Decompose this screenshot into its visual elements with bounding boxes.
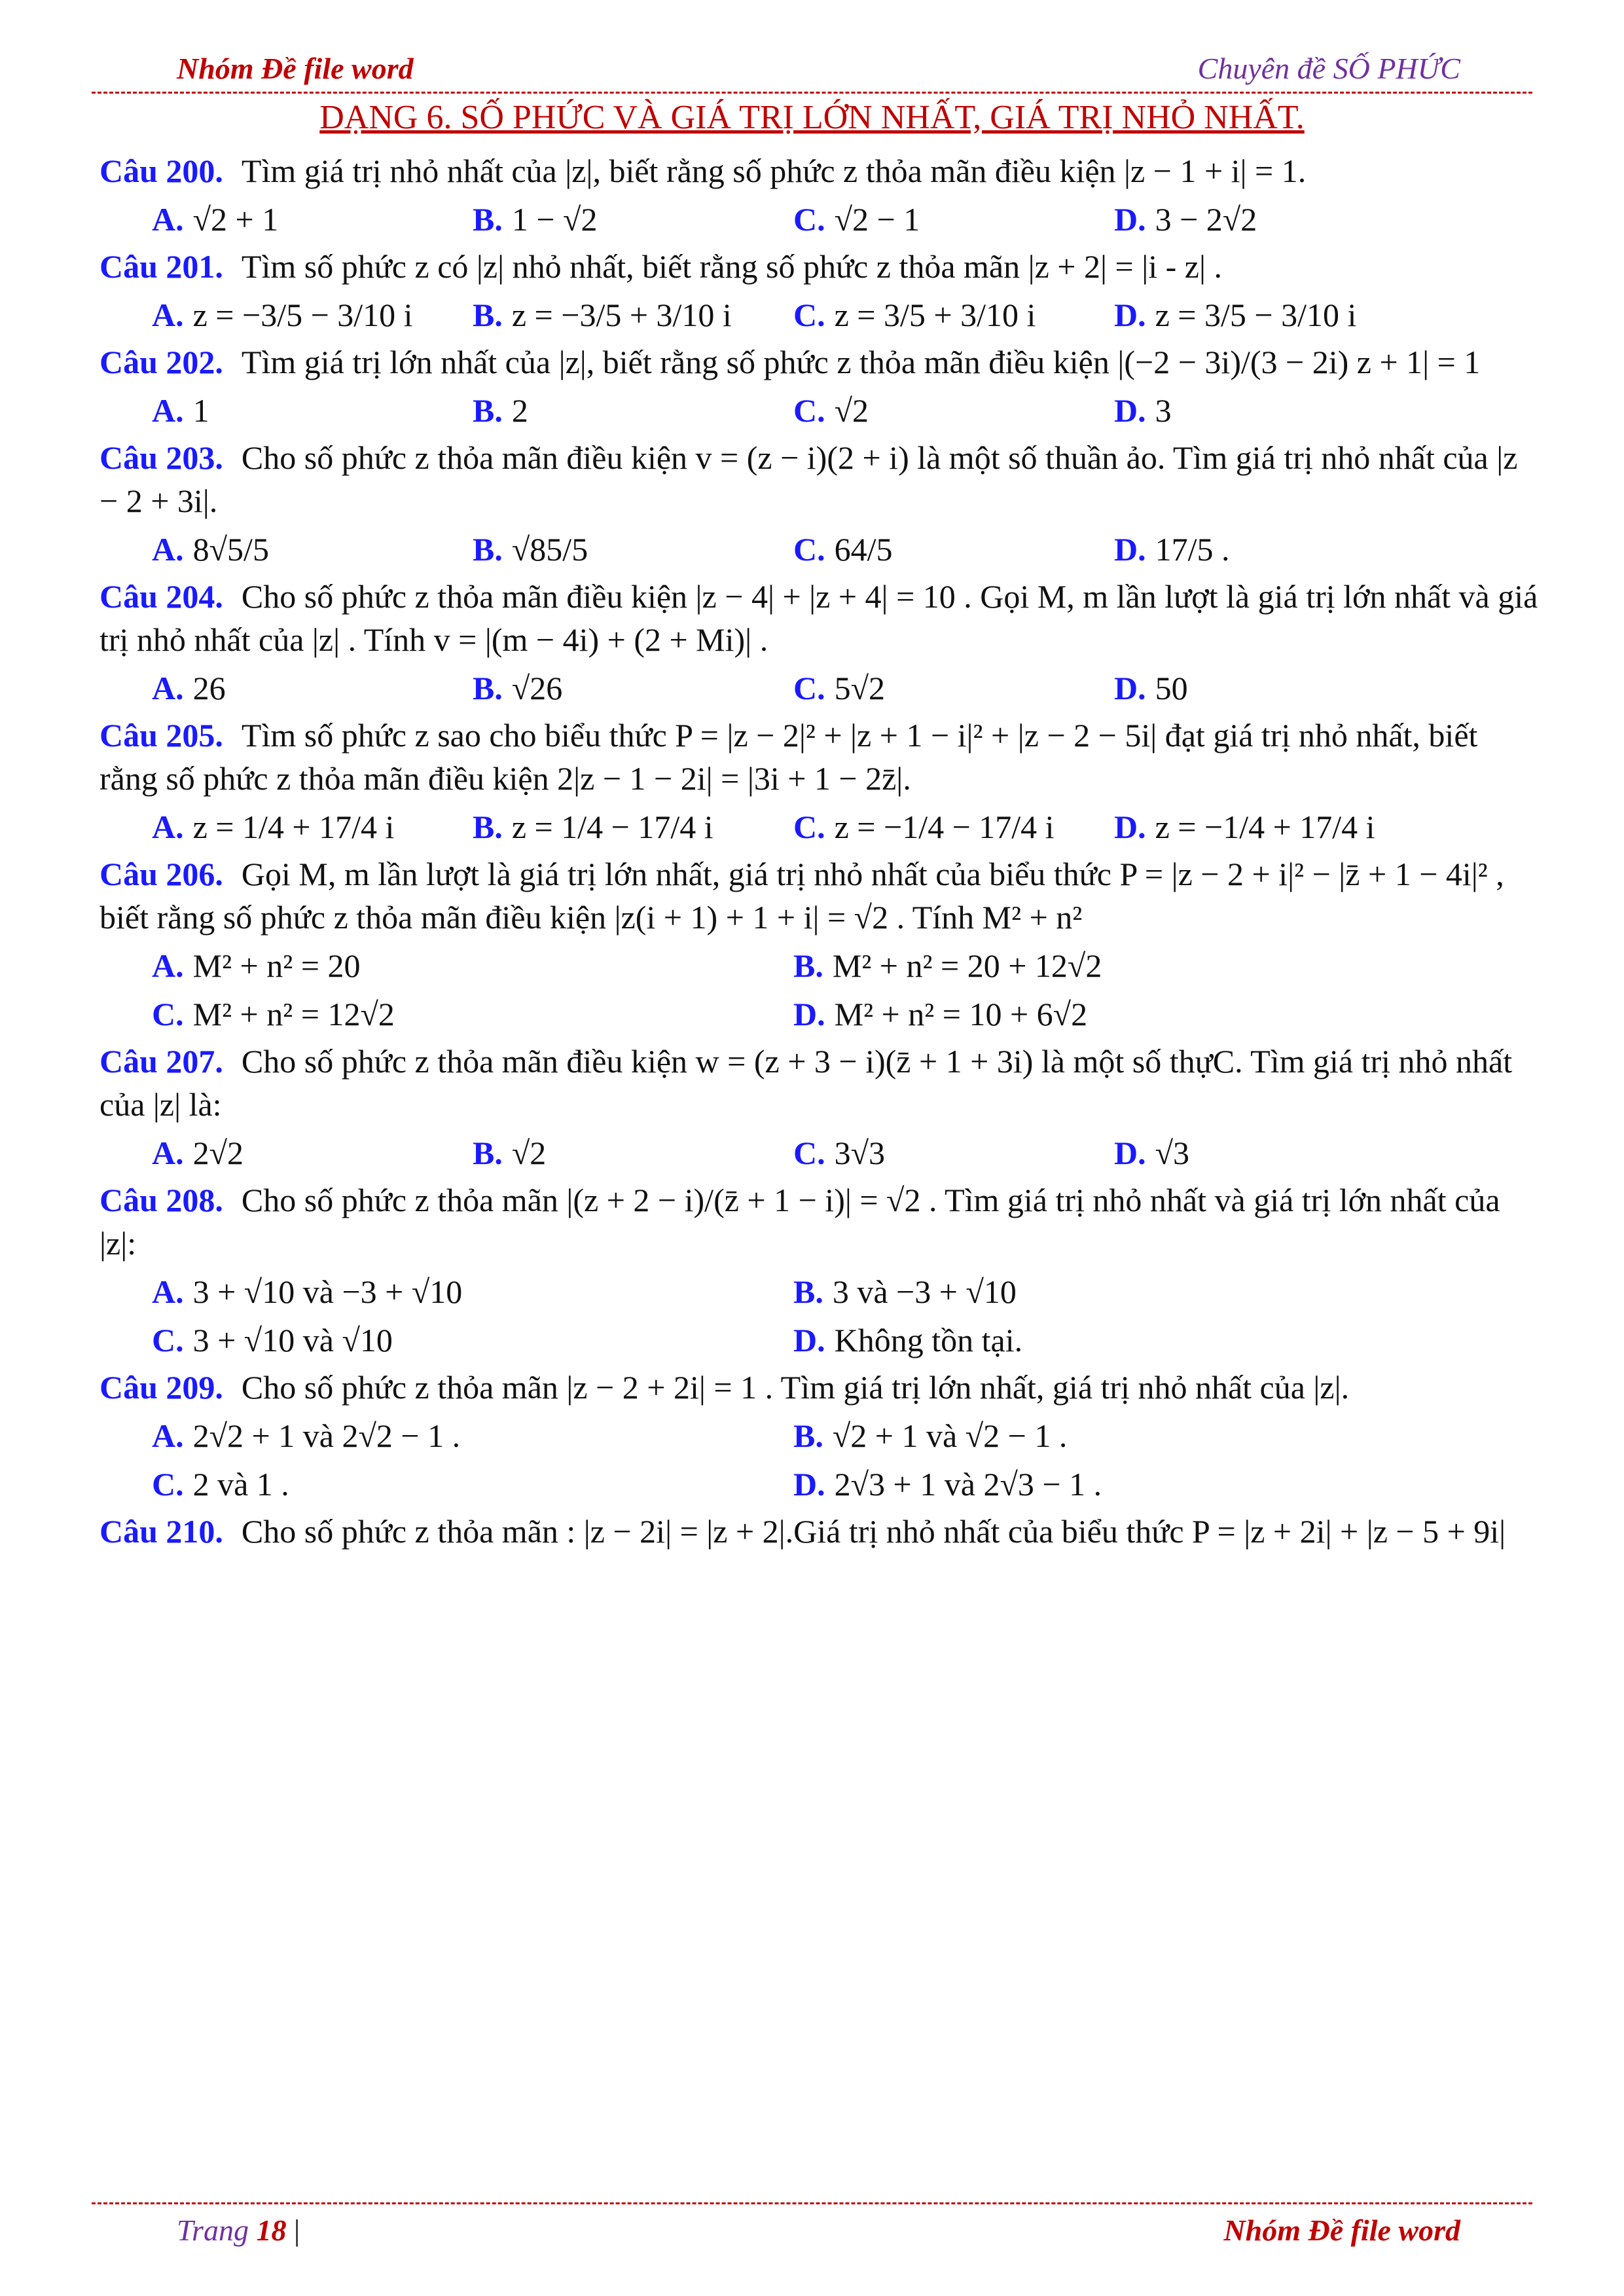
option-text: 3 + √10 và √10 xyxy=(192,1322,393,1358)
option-letter: B. xyxy=(473,1135,503,1171)
question-stem: Cho số phức z thỏa mãn |(z + 2 − i)/(z̄ + 1 − i)| = √2 . Tìm giá trị nhỏ nhất và giá trị lớn nhất của |z|: xyxy=(99,1182,1500,1262)
option-text: z = 1/4 + 17/4 i xyxy=(192,809,395,845)
answer-option xyxy=(793,389,1114,432)
answer-option xyxy=(473,805,793,848)
answer-option xyxy=(793,805,1114,848)
answer-option xyxy=(152,389,473,432)
answer-option xyxy=(1114,293,1435,337)
answer-option xyxy=(793,1270,1435,1313)
question-number: Câu 206. xyxy=(99,856,223,892)
options-row xyxy=(99,198,1539,241)
question-number: Câu 204. xyxy=(99,578,223,615)
option-text: 3 và −3 + √10 xyxy=(832,1273,1017,1310)
header-divider xyxy=(92,92,1532,94)
option-letter: D. xyxy=(1114,1135,1146,1171)
question-number: Câu 210. xyxy=(99,1513,223,1550)
option-text: Không tồn tại. xyxy=(834,1322,1023,1358)
option-text: 3 − 2√2 xyxy=(1155,201,1257,238)
option-text: √2 + 1 xyxy=(192,201,279,238)
option-letter: D. xyxy=(1114,531,1146,568)
question-number: Câu 208. xyxy=(99,1182,223,1218)
option-text: √2 xyxy=(511,1135,547,1171)
option-text: z = 1/4 − 17/4 i xyxy=(511,809,713,845)
option-letter: C. xyxy=(152,1466,184,1503)
option-letter: D. xyxy=(1114,809,1146,845)
answer-option xyxy=(152,944,793,987)
option-text: √2 − 1 xyxy=(834,201,920,238)
question xyxy=(99,436,1539,522)
answer-option xyxy=(152,528,473,571)
question xyxy=(99,852,1539,939)
option-text: 2 xyxy=(511,392,528,429)
answer-option xyxy=(152,198,473,241)
question-stem: Cho số phức z thỏa mãn điều kiện |z − 4| + |z + 4| = 10 . Gọi M, m lần lượt là giá trị lớn nhất và giá trị nhỏ nhất của |z| . Tính v = |(m − 4i) + (2 + Mi)| . xyxy=(99,578,1538,658)
option-text: 1 − √2 xyxy=(511,201,598,238)
option-letter: D. xyxy=(793,996,825,1032)
page-header xyxy=(92,51,1532,90)
question xyxy=(99,340,1539,384)
option-text: 64/5 xyxy=(834,531,893,568)
option-letter: C. xyxy=(152,1322,184,1358)
option-letter: B. xyxy=(473,531,503,568)
option-text: √26 xyxy=(511,670,563,706)
option-text: z = −1/4 − 17/4 i xyxy=(834,809,1055,845)
option-letter: B. xyxy=(473,809,503,845)
question-number: Câu 207. xyxy=(99,1043,223,1080)
footer-divider xyxy=(92,2202,1532,2204)
option-text: 1 xyxy=(192,392,209,429)
option-letter: A. xyxy=(152,392,184,429)
option-letter: C. xyxy=(793,201,825,238)
options-row xyxy=(99,1270,1539,1313)
option-letter: D. xyxy=(793,1466,825,1503)
question xyxy=(99,1510,1539,1553)
answer-option xyxy=(473,1131,793,1175)
question-stem: Tìm số phức z có |z| nhỏ nhất, biết rằng số phức z thỏa mãn |z + 2| = |i - z| . xyxy=(241,248,1222,285)
question-number: Câu 201. xyxy=(99,248,223,285)
option-text: 3 xyxy=(1155,392,1172,429)
page-number: Trang 18 | xyxy=(177,2214,300,2247)
option-letter: B. xyxy=(793,1417,823,1454)
options-row xyxy=(99,293,1539,337)
option-text: 2√2 + 1 và 2√2 − 1 . xyxy=(192,1417,461,1454)
option-text: √2 xyxy=(834,392,869,429)
answer-option xyxy=(1114,198,1435,241)
option-letter: D. xyxy=(1114,392,1146,429)
option-text: 3√3 xyxy=(834,1135,886,1171)
options-row xyxy=(99,1463,1539,1506)
answer-option xyxy=(152,805,473,848)
section-title: DẠNG 6. SỐ PHỨC VÀ GIÁ TRỊ LỚN NHẤT, GIÁ TRỊ NHỎ NHẤT. xyxy=(319,99,1305,136)
answer-option xyxy=(152,1463,793,1506)
option-letter: B. xyxy=(473,392,503,429)
answer-option xyxy=(1114,389,1435,432)
option-letter: C. xyxy=(793,670,825,706)
question-stem: Tìm số phức z sao cho biểu thức P = |z − 2|² + |z + 1 − i|² + |z − 2 − 5i| đạt giá trị nhỏ nhất, biết rằng số phức z thỏa mãn điều kiện 2|z − 1 − 2i| = |3i + 1 − 2z̄|. xyxy=(99,717,1478,797)
question xyxy=(99,149,1539,192)
option-letter: C. xyxy=(793,531,825,568)
answer-option xyxy=(793,1463,1435,1506)
question xyxy=(99,1366,1539,1409)
option-letter: D. xyxy=(1114,201,1146,238)
answer-option xyxy=(793,666,1114,710)
options-row xyxy=(99,805,1539,848)
option-text: 2 và 1 . xyxy=(192,1466,289,1503)
options-row xyxy=(99,1319,1539,1362)
question-list xyxy=(99,149,1539,1553)
answer-option xyxy=(473,389,793,432)
option-text: z = 3/5 + 3/10 i xyxy=(834,297,1036,333)
answer-option xyxy=(152,1131,473,1175)
option-letter: B. xyxy=(793,947,823,984)
options-row xyxy=(99,1414,1539,1457)
question-stem: Cho số phức z thỏa mãn điều kiện v = (z − i)(2 + i) là một số thuần ảo. Tìm giá trị nhỏ nhất của |z − 2 + 3i|. xyxy=(99,439,1518,519)
answer-option xyxy=(473,528,793,571)
answer-option xyxy=(152,1270,793,1313)
question-stem: Cho số phức z thỏa mãn điều kiện w = (z + 3 − i)(z̄ + 1 + 3i) là một số thựC. Tìm giá trị nhỏ nhất của |z| là: xyxy=(99,1043,1513,1123)
question-number: Câu 202. xyxy=(99,344,223,380)
option-letter: B. xyxy=(473,201,503,238)
answer-option xyxy=(473,293,793,337)
question-stem: Gọi M, m lần lượt là giá trị lớn nhất, giá trị nhỏ nhất của biểu thức P = |z − 2 + i|² − |z̄ + 1 − 4i|² , biết rằng số phức z thỏa mãn điều kiện |z(i + 1) + 1 + i| = √2 . Tính M² + n² xyxy=(99,856,1504,936)
option-text: z = −1/4 + 17/4 i xyxy=(1155,809,1375,845)
option-text: z = −3/5 − 3/10 i xyxy=(192,297,413,333)
option-text: M² + n² = 20 + 12√2 xyxy=(832,947,1102,984)
answer-option xyxy=(473,198,793,241)
answer-option xyxy=(793,293,1114,337)
answer-option xyxy=(793,1319,1435,1362)
option-letter: C. xyxy=(793,809,825,845)
options-row xyxy=(99,944,1539,987)
option-letter: A. xyxy=(152,201,184,238)
option-text: √85/5 xyxy=(511,531,588,568)
option-text: 26 xyxy=(192,670,226,706)
answer-option xyxy=(793,1131,1114,1175)
page-footer xyxy=(92,2213,1532,2252)
answer-option xyxy=(793,944,1435,987)
question-number: Câu 209. xyxy=(99,1369,223,1406)
option-text: 50 xyxy=(1155,670,1188,706)
options-row xyxy=(99,1131,1539,1175)
option-text: 8√5/5 xyxy=(192,531,269,568)
question xyxy=(99,575,1539,661)
option-letter: C. xyxy=(152,996,184,1032)
question-number: Câu 205. xyxy=(99,717,223,754)
answer-option xyxy=(1114,666,1435,710)
answer-option xyxy=(793,528,1114,571)
question-number: Câu 203. xyxy=(99,439,223,476)
option-letter: C. xyxy=(793,1135,825,1171)
answer-option xyxy=(152,993,793,1036)
answer-option xyxy=(152,1319,793,1362)
option-letter: A. xyxy=(152,1417,184,1454)
header-topic: Chuyên đề SỐ PHỨC xyxy=(1197,52,1460,85)
option-letter: B. xyxy=(473,297,503,333)
option-letter: C. xyxy=(793,297,825,333)
answer-option xyxy=(1114,805,1435,848)
answer-option xyxy=(793,1414,1435,1457)
option-text: M² + n² = 20 xyxy=(192,947,361,984)
options-row xyxy=(99,389,1539,432)
question-stem: Tìm giá trị lớn nhất của |z|, biết rằng số phức z thỏa mãn điều kiện |(−2 − 3i)/(3 − 2i) z + 1| = 1 xyxy=(241,344,1481,380)
question xyxy=(99,714,1539,800)
answer-option xyxy=(473,666,793,710)
option-letter: A. xyxy=(152,297,184,333)
answer-option xyxy=(793,993,1435,1036)
option-letter: B. xyxy=(473,670,503,706)
options-row xyxy=(99,666,1539,710)
answer-option xyxy=(152,293,473,337)
option-text: z = −3/5 + 3/10 i xyxy=(511,297,732,333)
option-letter: A. xyxy=(152,947,184,984)
option-letter: A. xyxy=(152,1273,184,1310)
options-row xyxy=(99,993,1539,1036)
answer-option xyxy=(1114,528,1435,571)
option-letter: D. xyxy=(1114,670,1146,706)
header-group-name: Nhóm Đề file word xyxy=(177,52,414,85)
options-row xyxy=(99,528,1539,571)
option-letter: A. xyxy=(152,809,184,845)
option-text: z = 3/5 − 3/10 i xyxy=(1155,297,1357,333)
option-letter: B. xyxy=(793,1273,823,1310)
question-stem: Tìm giá trị nhỏ nhất của |z|, biết rằng số phức z thỏa mãn điều kiện |z − 1 + i| = 1. xyxy=(241,153,1307,189)
option-letter: C. xyxy=(793,392,825,429)
answer-option xyxy=(793,198,1114,241)
option-letter: D. xyxy=(1114,297,1146,333)
option-text: 17/5 . xyxy=(1155,531,1230,568)
option-text: M² + n² = 10 + 6√2 xyxy=(834,996,1088,1032)
question-number: Câu 200. xyxy=(99,153,223,189)
answer-option xyxy=(152,1414,793,1457)
option-text: √2 + 1 và √2 − 1 . xyxy=(832,1417,1068,1454)
question xyxy=(99,245,1539,288)
answer-option xyxy=(1114,1131,1435,1175)
option-text: M² + n² = 12√2 xyxy=(192,996,395,1032)
option-text: 3 + √10 và −3 + √10 xyxy=(192,1273,463,1310)
option-letter: D. xyxy=(793,1322,825,1358)
question xyxy=(99,1040,1539,1126)
option-text: 5√2 xyxy=(834,670,886,706)
option-text: 2√3 + 1 và 2√3 − 1 . xyxy=(834,1466,1102,1503)
footer-group-name: Nhóm Đề file word xyxy=(1223,2214,1460,2247)
option-letter: A. xyxy=(152,670,184,706)
question-stem: Cho số phức z thỏa mãn : |z − 2i| = |z + 2|.Giá trị nhỏ nhất của biểu thức P = |z + 2i| + |z − 5 + 9i| xyxy=(241,1513,1506,1550)
option-text: 2√2 xyxy=(192,1135,244,1171)
question xyxy=(99,1178,1539,1265)
option-text: √3 xyxy=(1155,1135,1190,1171)
answer-option xyxy=(152,666,473,710)
option-letter: A. xyxy=(152,1135,184,1171)
question-stem: Cho số phức z thỏa mãn |z − 2 + 2i| = 1 . Tìm giá trị lớn nhất, giá trị nhỏ nhất của |z|. xyxy=(241,1369,1350,1406)
option-letter: A. xyxy=(152,531,184,568)
